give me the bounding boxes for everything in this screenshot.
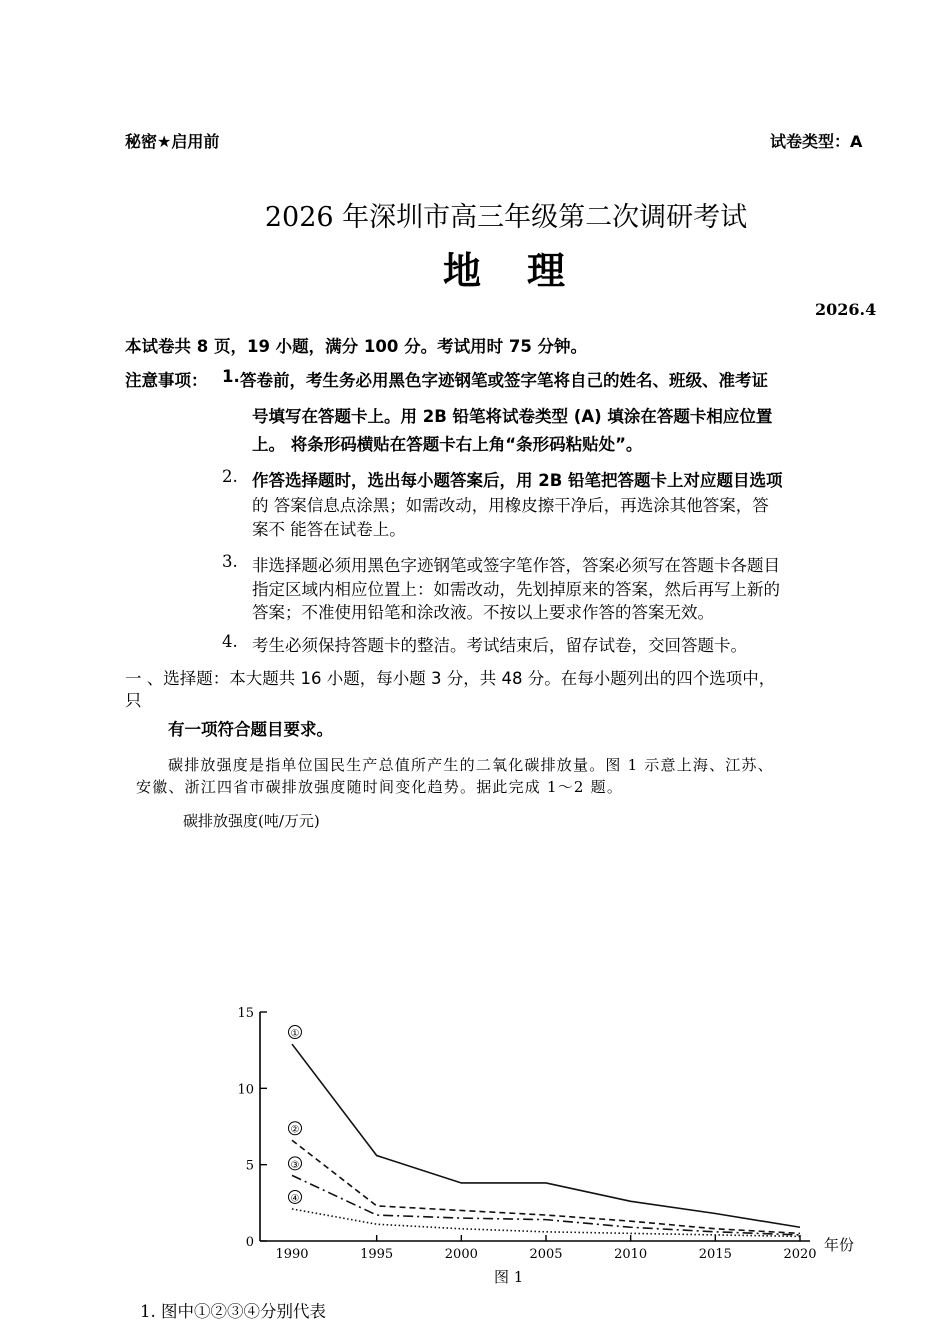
x-tick-label: 2010 (614, 1247, 648, 1262)
note-line: 考生必须保持答题卡的整洁。考试结束后，留存试卷，交回答题卡。 (252, 636, 747, 655)
exam-intro: 本试卷共 8 页，19 小题，满分 100 分。考试用时 75 分钟。 (125, 337, 588, 356)
chart-series (289, 1026, 801, 1237)
paper-type-label: 试卷类型：A (770, 132, 863, 151)
confidential-label: 秘密★启用前 (125, 132, 220, 151)
note-number: 3. (222, 552, 238, 571)
x-tick-label: 1990 (275, 1247, 309, 1262)
note-number: 2. (222, 467, 238, 486)
carbon-intensity-chart (220, 995, 860, 1270)
chart-axes (237, 1006, 854, 1262)
note-line: 非选择题必须用黑色字迹钢笔或签字笔作答，答案必须写在答题卡各题目 (252, 556, 780, 575)
x-tick-label: 2000 (444, 1247, 478, 1262)
x-tick-label: 1995 (360, 1247, 394, 1262)
chart-y-axis-label: 碳排放强度(吨/万元) (183, 812, 320, 830)
y-tick-label: 10 (237, 1082, 254, 1098)
exam-title: 2026 年深圳市高三年级第二次调研考试 (264, 202, 748, 233)
y-tick-label: 5 (245, 1158, 254, 1174)
series-line (292, 1175, 800, 1235)
passage-text: 碳排放强度是指单位国民生产总值所产生的二氧化碳排放量。图 1 示意上海、江苏、 (168, 756, 774, 774)
note-number: 1. (222, 367, 240, 386)
note-line: 号填写在答题卡上。用 2B 铅笔将试卷类型 (A) 填涂在答题卡相应位置 (252, 407, 773, 426)
exam-date: 2026.4 (815, 300, 877, 319)
note-line: 的 答案信息点涂黑；如需改动，用橡皮擦干净后，再选涂其他答案，答 (252, 496, 769, 515)
notes-label: 注意事项： (125, 371, 208, 390)
figure-caption: 图 1 (494, 1268, 524, 1286)
section-heading: 只 (125, 691, 142, 710)
subject-title: 地 理 (442, 249, 569, 293)
note-line: 案不 能答在试卷上。 (252, 520, 406, 539)
section-heading: 有一项符合题目要求。 (168, 720, 333, 739)
series-label: ① (290, 1028, 300, 1040)
series-line (292, 1044, 800, 1227)
series-label: ④ (290, 1193, 300, 1205)
note-line: 指定区域内相应位置上：如需改动，先划掉原来的答案，然后再写上新的 (252, 580, 780, 599)
section-heading: 一 、选择题：本大题共 16 小题，每小题 3 分，共 48 分。在每小题列出的四个选项中， (125, 669, 776, 688)
note-line: 答案；不准使用铅笔和涂改液。不按以上要求作答的答案无效。 (252, 603, 714, 622)
note-line: 答卷前，考生务必用黑色字迹钢笔或签字笔将自己的姓名、班级、准考证 (240, 371, 768, 390)
series-label: ② (290, 1124, 300, 1136)
question-1: 1. 图中①②③④分别代表 (140, 1302, 326, 1321)
note-line: 上。 将条形码横贴在答题卡右上角“条形码粘贴处”。 (252, 435, 643, 454)
x-tick-label: 2020 (783, 1247, 817, 1262)
x-tick-label: 2015 (698, 1247, 732, 1262)
note-number: 4. (222, 632, 238, 651)
x-axis-label: 年份 (824, 1236, 855, 1254)
passage-text: 安徽、浙江四省市碳排放强度随时间变化趋势。据此完成 1～2 题。 (136, 778, 624, 796)
y-tick-label: 15 (237, 1006, 254, 1021)
series-label: ③ (290, 1159, 300, 1171)
y-tick-label: 0 (245, 1235, 254, 1250)
note-line: 作答选择题时，选出每小题答案后，用 2B 铅笔把答题卡上对应题目选项 (252, 471, 783, 490)
x-tick-label: 2005 (529, 1247, 563, 1262)
